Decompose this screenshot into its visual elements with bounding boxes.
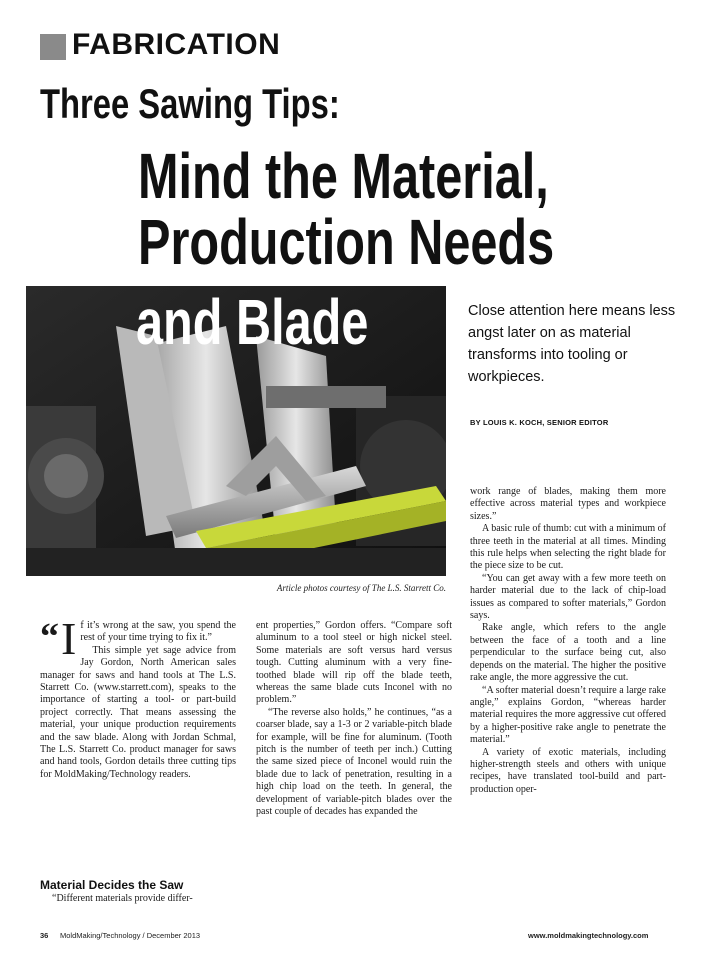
article-deck: Close attention here means less angst later on as material transforms into tooling or workpieces. [468,303,676,385]
headline-line-2: Mind the Material, [138,140,549,212]
body-column-1-continued [40,893,236,905]
paragraph: “Different materials provide differ- [52,893,193,904]
section-title: FABRICATION [72,28,281,61]
byline: BY LOUIS K. KOCH, SENIOR EDITOR [470,418,609,427]
headline-line-3: Production Needs [138,206,555,278]
body-column-2 [256,620,452,819]
body-column-1 [40,613,236,781]
magazine-issue: MoldMaking/Technology / December 2013 [60,931,201,940]
paragraph: work range of blades, making them more effective across material types and workpiece sizes.” [470,486,666,522]
headline-line-1: Three Sawing Tips: [40,80,340,127]
paragraph: ent properties,” Gordon offers. “Compare soft aluminum to a tool steel or high nickel steel. Some materials are soft versus hard versus tough. Cutting aluminum with a very fine-toothed blade will rip off the blade teeth, whereas the same blade cuts Inconel with no problem.” [256,620,452,706]
website-url[interactable]: www.moldmakingtechnology.com [528,931,649,940]
page-number: 36 [40,931,49,940]
subheading: Material Decides the Saw [40,878,184,892]
paragraph: This simple yet sage advice from Jay Gordon, North American sales manager for saws and hand tools at The L.S. Starrett Co. (www.starrett.com), speaks to the importance of starting a tool- or part-build project correctly. That means assessing the material, your unique production requirements and the saw blade. Along with Jordan Schmal, The L.S. Starrett Co. product manager for saws and hand tools, Gordon details three cutting tips for MoldMaking/Technology readers. [40,644,236,780]
section-marker [40,34,66,60]
paragraph: A variety of exotic materials, including higher-strength steels and others with unique recipes, have translated tool-build and part-production oper- [470,746,666,795]
body-column-3 [470,486,666,796]
opening-paragraph [40,613,236,664]
paragraph: “The reverse also holds,” he continues, “as a coarser blade, say a 1-3 or 2 variable-pitch blade for example, will be fine for aluminum. (Tooth pitch is the number of teeth per inch.) Cutting the same sized piece of Inconel would ruin the blade due to lack of penetration, resulting in a high chip load on the teeth. In general, the development of variable-pitch blades over the past couple of decades has expanded the [256,706,452,818]
photo-caption: Article photos courtesy of The L.S. Starrett Co. [276,583,446,593]
headline-line-4: and Blade [136,286,369,358]
paragraph: “A softer material doesn’t require a large rake angle,” explains Gordon, “whereas harder material requires the more aggressive cut offered by a higher-positive rake angle to penetrate the material.” [470,684,666,746]
opening-text: f it’s wrong at the saw, you spend the rest of your time trying to fix it.” [80,620,236,644]
paragraph: A basic rule of thumb: cut with a minimum of three teeth in the material at all times. Minding this rule helps when selecting the right blade for the piece size to be cut. [470,523,666,572]
drop-quote-mark: “ [40,616,59,658]
drop-cap: I [61,613,77,664]
paragraph: Rake angle, which refers to the angle between the face of a tooth and a line perpendicular to the surface being cut, also depends on the material. The higher the positive rake angle, the more aggressive the cut. [470,622,666,684]
paragraph: “You can get away with a few more teeth on harder material due to the lack of chip-load issues as compared to softer materials,” Gordon says. [470,572,666,622]
